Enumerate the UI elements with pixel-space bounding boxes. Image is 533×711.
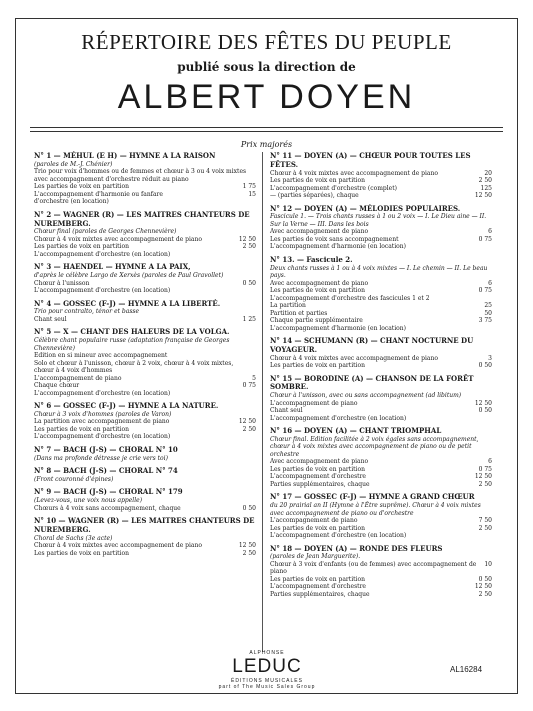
price-value: 2 50 [478, 590, 492, 598]
price-line [270, 228, 492, 236]
publisher-line-3: ÉDITIONS MUSICALES [231, 678, 303, 684]
header-divider [30, 131, 503, 132]
price-value: 6 [488, 458, 492, 466]
price-line [270, 525, 492, 533]
price-value: 12 50 [238, 542, 256, 549]
catalog-entry [34, 211, 256, 259]
director-name: ALBERT DOYEN [117, 78, 416, 116]
price-value: 50 [484, 309, 492, 317]
price-line-label: Les parties de voix sans accompagnement [270, 235, 399, 243]
price-line-label: L'accompagnement d'orchestre des fascicules 1 et 2 [270, 294, 430, 302]
price-value: 125 [480, 184, 492, 192]
price-line [270, 325, 492, 333]
price-value: 0 75 [478, 235, 492, 243]
price-value [253, 198, 256, 206]
price-value: 12 50 [474, 399, 492, 407]
price-line-label: L'accompagnement d'orchestre [270, 583, 366, 591]
price-value [253, 390, 256, 398]
price-line-label: L'accompagnement d'orchestre (en location) [34, 433, 171, 441]
catalog-entry [34, 467, 256, 483]
price-value: 0 50 [478, 407, 492, 414]
price-line [34, 505, 256, 513]
catalog-code: AL16284 [450, 665, 483, 674]
price-value [253, 433, 256, 441]
catalog-entry [270, 337, 492, 370]
catalog-entry [270, 545, 492, 599]
price-value [253, 352, 256, 360]
catalog-entry [34, 300, 256, 324]
price-line-label: Chœurs à 4 voix sans accompagnement, chaque [34, 504, 181, 512]
price-line-label: Les parties de voix en partition [34, 183, 129, 191]
price-line [34, 426, 256, 434]
price-line [270, 583, 492, 591]
entry-heading: N° 10 — WAGNER (R) — LES MAITRES CHANTEURS DE NUREMBERG. [34, 516, 255, 534]
price-line [270, 517, 492, 525]
price-line-label: Chœur à l'unisson [34, 279, 90, 287]
price-line [34, 243, 256, 251]
price-value: 5 [252, 374, 256, 382]
price-line [34, 418, 256, 426]
catalog-entry [270, 205, 492, 251]
price-line [270, 192, 492, 200]
price-line-label: Chant seul [270, 407, 303, 414]
price-value: 0 75 [478, 465, 492, 473]
price-value: 0 50 [242, 504, 256, 512]
catalog-entry [270, 152, 492, 200]
entry-description: du 20 prairial an II (Hymne à l'Être suprême). Chœur à 4 voix mixtes avec accompagnement de piano ou d'orchestre [270, 502, 481, 517]
entry-description: (Front couronné d'épines) [34, 475, 114, 483]
price-value: 0 50 [242, 279, 256, 287]
price-line-label: Avec accompagnement de piano [270, 458, 369, 466]
publisher-line-1: ALPHONSE [249, 650, 285, 656]
price-line [34, 316, 256, 324]
price-line [34, 390, 256, 398]
price-line-label: L'accompagnement d'harmonie (en location) [270, 324, 406, 332]
price-line [34, 280, 256, 288]
price-line-label: Chaque chœur [34, 382, 80, 389]
entry-heading: N° 7 — BACH (J-S) — CHORAL N° 10 [34, 444, 178, 454]
price-line-label: Chœur à 3 voix d'enfants (ou de femmes) avec accompagnement de piano [270, 560, 477, 576]
price-line [270, 400, 492, 408]
entry-description: Fascicule 1. — Trois chants russes à 1 ou 2 voix — I. Le Dieu aine — II. Sur la Verne — III. Dans les bois [270, 213, 487, 228]
price-line-label: Edition en si mineur avec accompagnement [34, 352, 168, 359]
price-line-label: Chœur à 4 voix mixtes avec accompagnement de piano [270, 169, 438, 177]
entry-heading: N° 3 — HAENDEL — HYMNE A LA PAIX, [34, 262, 191, 272]
price-line-label: Les parties de voix en partition [270, 362, 365, 369]
entry-heading: N° 15 — BORODINE (A) — CHANSON DE LA FORÊT SOMBRE. [270, 373, 474, 392]
price-value: 12 50 [474, 583, 492, 591]
price-line-label: L'accompagnement d'harmonie (en location) [270, 243, 406, 251]
price-value: 6 [488, 228, 492, 236]
price-line [34, 198, 256, 206]
price-value: 12 50 [474, 192, 492, 199]
price-value: 0 75 [478, 287, 492, 294]
catalog-entry [270, 256, 492, 332]
price-value: 2 50 [242, 549, 256, 557]
price-line-label: L'accompagnement de piano [270, 399, 358, 407]
page-title: RÉPERTOIRE DES FÊTES DU PEUPLE [81, 30, 452, 54]
price-line-label: Avec accompagnement de piano [270, 228, 369, 236]
price-line-label: L'accompagnement d'orchestre (en location) [270, 532, 407, 539]
price-value: 6 [488, 279, 492, 287]
price-note: Prix majorés [240, 140, 293, 149]
price-line-label: Les parties de voix en partition [270, 524, 365, 532]
price-value: 3 [488, 354, 492, 362]
price-line [270, 287, 492, 295]
price-line [34, 168, 256, 183]
entry-description: Trio pour contralto, ténor et basse [34, 308, 140, 316]
price-line [270, 561, 492, 576]
price-line [270, 243, 492, 251]
price-line [270, 185, 492, 193]
price-line [34, 352, 256, 360]
price-line-label: Chant seul [34, 315, 67, 323]
price-value [489, 243, 492, 251]
price-line-label: L'accompagnement d'harmonie ou fanfare [34, 190, 163, 198]
price-line-label: L'accompagnement d'orchestre (complet) [270, 184, 397, 192]
price-line-label: Les parties de voix en partition [34, 549, 129, 557]
price-line [270, 362, 492, 370]
price-line-label: Chaque partie supplémentaire [270, 317, 363, 324]
price-line [270, 576, 492, 584]
entry-heading: N° 5 — X — CHANT DES HALEURS DE LA VOLGA. [34, 327, 230, 337]
left-catalog-column [34, 152, 256, 562]
price-line [270, 317, 492, 325]
price-line [34, 191, 256, 199]
entry-description: Chœur à l'unisson, avec ou sans accompagnement (ad libitum) [270, 392, 462, 399]
price-line [34, 183, 256, 191]
price-value: 7 50 [478, 517, 492, 524]
price-value: 12 50 [238, 418, 256, 426]
price-line [270, 407, 492, 415]
entry-heading: N° 9 — BACH (J-S) — CHORAL N° 179 [34, 487, 183, 497]
price-value: 2 50 [242, 243, 256, 251]
price-value: 1 25 [242, 315, 256, 323]
entry-heading: N° 14 — SCHUMANN (R) — CHANT NOCTURNE DU VOYAGEUR. [270, 336, 474, 354]
entry-heading: N° 18 — DOYEN (A) — RONDE DES FLEURS [270, 543, 443, 553]
entry-description: d'après le célèbre Largo de Xerxès (paroles de Paul Gravollet) [34, 272, 224, 279]
price-value [253, 251, 256, 259]
price-line-label: Les parties de voix en partition [34, 425, 129, 433]
price-value: 10 [484, 560, 492, 568]
entry-description: Chœur final (paroles de Georges Chennevière) [34, 228, 177, 236]
price-line [270, 177, 492, 185]
right-catalog-column [270, 152, 492, 603]
price-line-label: L'accompagnement d'orchestre (en location) [34, 287, 171, 294]
price-value: 1 75 [242, 183, 256, 191]
price-line-label: Partition et parties [270, 309, 328, 317]
price-line-label: L'accompagnement d'orchestre (en location) [34, 250, 171, 258]
price-line-label: d'orchestre (en location) [34, 198, 109, 206]
price-line-label: Parties supplémentaires, chaque [270, 590, 370, 598]
price-value [489, 295, 492, 303]
price-value: 15 [248, 190, 256, 198]
catalog-entry [270, 375, 492, 423]
entry-description: Célèbre chant populaire russe (adaptation française de Georges Chennevière) [34, 337, 230, 352]
price-line-label: Chœur à 4 voix mixtes avec accompagnement de piano [34, 235, 202, 243]
price-value [489, 532, 492, 540]
price-line [270, 473, 492, 481]
price-value: 12 50 [474, 473, 492, 481]
entry-heading: N° 2 — WAGNER (R) — LES MAITRES CHANTEURS DE NUREMBERG. [34, 209, 250, 228]
price-line-label: Les parties de voix en partition [270, 287, 365, 294]
price-line [270, 532, 492, 540]
price-line-label: Les parties de voix en partition [270, 465, 365, 473]
price-line-label: Les parties de voix en partition [270, 575, 365, 583]
catalog-entry [34, 517, 256, 557]
price-line-label: L'accompagnement d'orchestre (en location) [34, 389, 171, 397]
price-value: 2 50 [478, 177, 492, 184]
price-line [270, 591, 492, 599]
publisher-logo [210, 650, 324, 690]
price-line [270, 355, 492, 363]
price-line-label: La partition avec accompagnement de piano [34, 418, 170, 426]
price-line [270, 415, 492, 423]
entry-heading: N° 6 — GOSSEC (F-J) — HYMNE A LA NATURE. [34, 401, 219, 410]
page-subtitle: publié sous la direction de [177, 60, 356, 74]
entry-description: Chœur final. Edition facilitée à 2 voix égales sans accompagnement, chœur à 4 voix mixtes avec accompagnement de piano ou de petit orchestre [270, 435, 479, 458]
price-line-label: Les parties de voix en partition [270, 177, 365, 184]
entry-heading: N° 8 — BACH (J-S) — CHORAL N° 74 [34, 466, 178, 475]
entry-description: (Dans ma profonde détresse je crie vers toi) [34, 454, 168, 462]
catalog-entry [270, 493, 492, 539]
price-line-label: La partition [270, 302, 306, 309]
entry-heading: N° 13. — Fascicule 2. [270, 254, 353, 264]
price-line [34, 382, 256, 390]
catalog-entry [34, 328, 256, 397]
entry-description: Choral de Sachs (3e acte) [34, 534, 113, 542]
price-value: 12 50 [238, 235, 256, 243]
price-line-label: Chœur à 4 voix mixtes avec accompagnement de piano [270, 354, 438, 362]
price-line-label: Avec accompagnement de piano [270, 279, 369, 287]
price-value: 25 [484, 302, 492, 309]
catalog-entry [34, 446, 256, 462]
price-line [270, 466, 492, 474]
price-value: 2 50 [478, 524, 492, 532]
price-value: 3 75 [478, 317, 492, 324]
price-line-label: L'accompagnement d'orchestre [270, 473, 366, 481]
price-line [34, 550, 256, 558]
price-line-label: Parties supplémentaires, chaque [270, 480, 370, 488]
price-line [270, 302, 492, 310]
price-line [270, 310, 492, 318]
publisher-line-2: LEDUC [232, 656, 302, 677]
entry-heading: N° 17 — GOSSEC (F-J) — HYMNE A GRAND CHŒUR [270, 492, 475, 502]
entry-heading: N° 16 — DOYEN (A) — CHANT TRIOMPHAL [270, 426, 442, 435]
entry-description: (Levez-vous, une voix nous appelle) [34, 497, 143, 504]
header-divider [30, 127, 503, 128]
entry-heading: N° 12 — DOYEN (A) — MÉLODIES POPULAIRES. [270, 203, 461, 213]
entry-description: Chœur à 3 voix d'hommes (paroles de Varon) [34, 410, 172, 418]
price-line-label: — (parties séparées), chaque [270, 192, 359, 199]
column-divider [262, 152, 263, 652]
price-line-label: Chœur à 4 voix mixtes avec accompagnement de piano [34, 542, 202, 549]
price-line [34, 287, 256, 295]
price-line [34, 236, 256, 244]
price-line [270, 280, 492, 288]
publisher-line-4: part of The Music Sales Group [218, 684, 316, 690]
price-value [253, 168, 256, 183]
price-value: 0 50 [478, 575, 492, 583]
price-line [34, 360, 256, 375]
price-line [270, 458, 492, 466]
price-line-label: L'accompagnement d'orchestre (en location) [270, 414, 407, 422]
price-line-label: Trio pour voix d'hommes ou de femmes et chœur à 3 ou 4 voix mixtes avec accompagnement d'orchestre réduit au piano [34, 168, 247, 183]
catalog-entry [34, 152, 256, 206]
price-value: 20 [484, 169, 492, 177]
price-line [34, 251, 256, 259]
entry-heading: N° 4 — GOSSEC (F-J) — HYMNE A LA LIBERTÉ. [34, 298, 221, 308]
price-value [253, 287, 256, 295]
price-line [270, 236, 492, 244]
price-line-label: L'accompagnement de piano [270, 517, 358, 524]
price-line [270, 170, 492, 178]
catalog-entry [270, 427, 492, 488]
price-line [270, 295, 492, 303]
price-line [34, 375, 256, 383]
entry-description: Deux chants russes à 1 ou à 4 voix mixtes — I. Le chemin — II. Le beau pays. [270, 264, 488, 279]
price-value [489, 325, 492, 333]
catalog-entry [34, 263, 256, 294]
price-line [270, 481, 492, 489]
price-line [34, 542, 256, 550]
price-line-label: Solo et chœur à l'unisson, chœur à 2 voix, chœur à 4 voix mixtes, chœur à 4 voix d'hommes [34, 359, 234, 374]
entry-heading: N° 1 — MÉHUL (E H) — HYMNE A LA RAISON [34, 151, 216, 160]
price-value: 0 50 [478, 362, 492, 369]
entry-heading: N° 11 — DOYEN (A) — CHŒUR POUR TOUTES LES FÊTES. [270, 151, 471, 169]
price-value: 2 50 [242, 425, 256, 433]
price-value [489, 415, 492, 423]
price-line [34, 433, 256, 441]
catalog-entry [34, 488, 256, 512]
catalog-entry [34, 402, 256, 441]
price-line-label: L'accompagnement de piano [34, 374, 122, 382]
price-line-label: Les parties de voix en partition [34, 243, 129, 251]
entry-description: (paroles de Jean Marguerite). [270, 553, 361, 561]
entry-description: (paroles de M.-J. Chénier) [34, 160, 113, 168]
price-value: 2 50 [478, 480, 492, 488]
price-value [253, 360, 256, 375]
price-value: 0 75 [242, 382, 256, 389]
